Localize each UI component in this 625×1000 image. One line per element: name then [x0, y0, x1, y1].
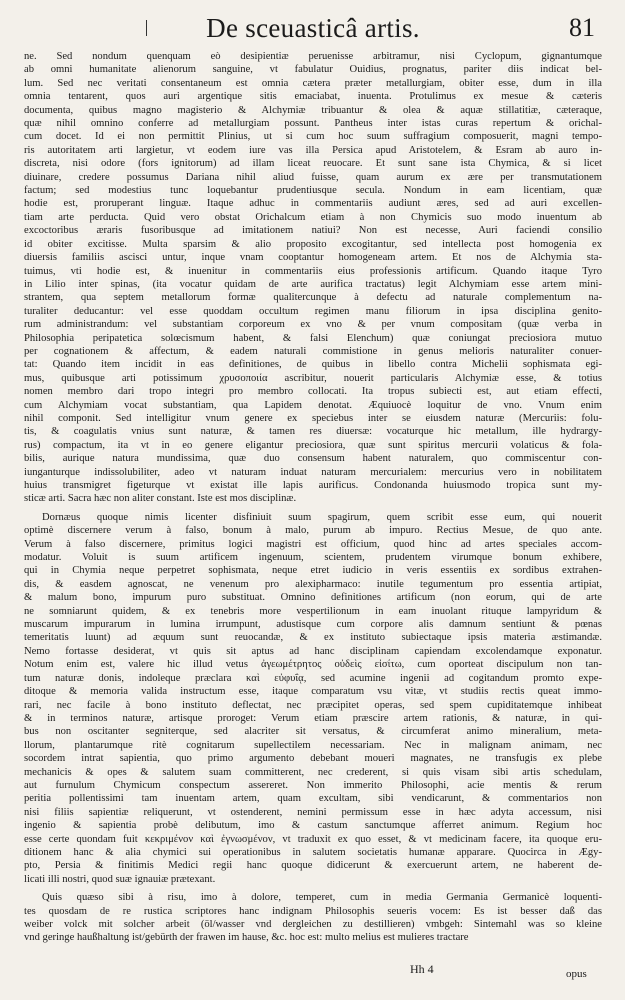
text-line: socordem intrat sapientia, quo primo argumento debebant moueri magnates, ne transfugis ex plebe [24, 753, 602, 765]
margin-mark [146, 20, 147, 36]
text-line: muscarum impurarum in lumina irrumpunt, adustisque cum corpore alis damnum sentiunt & pœnas [24, 619, 602, 631]
paragraph [24, 511, 602, 886]
text-line: Philosophia peripatetica solœcismum habent, & falsi Elenchum) quæ coniungat preciosiora mutuo [24, 332, 602, 344]
text-line: diuinare, credere possumus Dariana nihil aliud fuisse, quam aurum ex ære per transmutationem [24, 171, 602, 183]
text-line: weiber volck mit solcher arbeit (öl/wasser vnd dergleichen zu destillieren) vmbgeh: Sintemahl was so kleine [24, 919, 602, 930]
text-line: esse certe quondam fuit κεκριμένον καὶ ἐγνωσμένον, vt traduxit ex quo esset, & vt medicinam facere, ita quoque eru- [24, 833, 602, 845]
text-line: diuersis familiis ascisci untur, inque vnam cooptantur homogeneam artem. Et nos de Alchymia sta- [24, 252, 602, 264]
text-line: Dornæus quoque nimis licenter disfiniuit suum spagirum, quem scribit esse eum, qui nouerit [42, 511, 602, 523]
text-line: mus, quibusque arti potissimum χρυσοποιία ascribitur, nouerit particularis Alchymiæ esse, & totius [24, 372, 602, 384]
text-line: nihil componit. Sed intelligitur vnum genere ex speciebus inter se eiusdem naturæ (Mercuriis: folu- [24, 412, 602, 424]
text-line: ris autoritatem arti largietur, vt eodem iure vas illa Persica apud Aristotelem, & Esram ab auro in- [24, 144, 602, 156]
catchword: opus [566, 968, 587, 980]
text-line: rari, nec facile à bono instituto deflectat, nec præcipitet operas, sed spem cupiditatemque inhibeat [24, 699, 602, 711]
text-line: excoctoribus æraris fusoribusque ad imitationem natiui? Non est necesse, Auri faciendi consilio [24, 225, 602, 237]
text-line: ab omni humanitate alienorum sanguine, vt fabulatur Ouidius, prognatus, pariter diis indicat bel- [24, 64, 602, 76]
text-line: modatur. Voluit is suum artificem ingenuum, scientem, prudentem virumque bonum exhibere, [24, 552, 602, 564]
text-line: turaliter deducantur: vel esse quoddam occultum regimen manu filiorum in ipsa disciplina genito- [24, 305, 602, 317]
text-line: factum; sed modestius tunc loquebantur prudentiusque secula. Nondum in eam licentiam, quæ [24, 185, 602, 197]
text-line: tes quosdam de re rustica scriptores hanc indignam Philosophis seueris vocem: Es ist besser daß das [24, 905, 602, 917]
body-text [24, 50, 602, 945]
page-footer [0, 960, 625, 990]
text-line: iunganturque indissolubiliter, adeo vt naturam induat naturam mercurialem: mercurius vero in nobilitatem [24, 466, 602, 478]
text-line: omnia tentarent, quos auri argentique sitis emaciabat, inuenta. Protulimus ex mesue & cæteris [24, 91, 602, 103]
text-line: tuimus, vti hodie est, & inuenitur in commentariis eius professionis artificum. Quando itaque Tyro [24, 265, 602, 277]
running-head: De sceuasticâ artis. [206, 13, 420, 43]
text-line: qui in Chymia neque perpetret sophismata, neque etret iudicio in veris essentiis ex sordibus extrahen- [24, 565, 602, 577]
text-line: & malum bono, impurum puro substituat. Omnino definitiones artificum (non eorum, qui de arte [24, 592, 602, 604]
text-line: hodie est, proruperant linguæ. Itaque adhuc in commentariis audiunt æres, sed ad auri excellen- [24, 198, 602, 210]
page-number: 81 [569, 13, 595, 42]
text-line: llorum, plantarumque ritè cognitarum supellectilem necessariam. Nec in malignam animam, nec [24, 739, 602, 751]
text-line: id obiter excitisse. Multa sparsim & alio proposito excogitantur, sed intellecta post homogenia ex [24, 238, 602, 250]
text-line: tiam arte perducta. Quid vero obstat Orichalcum etiam à non Chymicis suo modo inuentum ab [24, 211, 602, 223]
text-line: ditoque & memoria valida instructum esse, itaque comparatum vsu vitæ, vt studiis rectis queat immo- [24, 686, 602, 698]
text-line: in Lilio inter spinas, (ita vocatur quidam de arte aurifica tractatus) legit Alchymiam esse artem mini- [24, 278, 602, 290]
text-line: ditionem hanc & alia chymici sui operationibus in salutem societatis humanæ apparare. Quocirca in Ægy- [24, 846, 602, 858]
text-line: Quis quæso sibi à risu, imo à dolore, temperet, cum in media Germania Germanicè loquenti- [42, 892, 602, 904]
text-line: optimè discernere verum à falso, bonum à malo, purum ab impuro. Rectius Mesue, de quo ante. [24, 525, 602, 537]
paragraph [24, 891, 602, 945]
text-line: sticæ arti. Sacra hæc non aliter constant. Iste est mos disciplinæ. [24, 493, 297, 505]
text-line: & in terminos naturæ, artisque proroget: Verum etiam præscire artem rationis, & naturæ, in qui- [24, 712, 602, 724]
text-line: mechanicis & opes & salutem suam committerent, nec crederent, si quis visam sibi artis schedulam, [24, 766, 602, 778]
text-line: strantem, qua septem metallorum formæ qualitercunque à defectu ad naturale complementum na- [24, 292, 602, 304]
text-line: aut furnulum Chymicum conspectum assereret. Non immerito Philosophi, acie mentis & rerum [24, 779, 602, 791]
text-line: vnd geringe haußhaltung ist/gebürth der frawen im hause, &c. hoc est: multo melius est mulieres tractare [24, 932, 469, 944]
text-line: quæ nihil omnino conferre ad metallurgiam possunt. Pantheus inter istas curas repertum & orichal- [24, 118, 602, 130]
text-line: pto, Persia & finitimis Medici regii hanc quoque didicerunt & exercuerunt artem, ne haberent de- [24, 860, 602, 872]
signature-mark: Hh 4 [410, 962, 434, 976]
text-line: tis, & coagulatis vnius sunt naturæ, & tamen res diuersæ: vocaturque hic metallum, ille hydrargy- [24, 426, 602, 438]
text-line: ne somniarunt quidem, & ex tenebris more vespertilionum in eam inuolant rituque lampyridum & [24, 605, 602, 617]
text-line: lum. Sed nec veritati consentaneum est omnia cætera præter metallurgiam, obiter esse, dum in illa [24, 77, 602, 89]
text-line: peritia pollentissimi tam inuentam artem, quam excultam, sibi vendicarunt, & commentarios non [24, 793, 602, 805]
text-line: nomen membro dari tropo integri pro membro collocati. Ita tropus subiecti est, aut etiam effecti, [24, 386, 602, 398]
text-line: Verum à falso discernere, primitus logici magistri est officium, quod hinc ad artes speciales accom- [24, 538, 602, 550]
text-line: temeritatis luunt) ad æquum sunt reuocandæ, & ex instituto subiectaque ipsis materia æstimandæ. [24, 632, 602, 644]
text-line: bilis, aurique natura mundissima, quæ duo consensum habent naturalem, quo commiscentur con- [24, 453, 602, 465]
text-line: documenta, quibus magno magisterio & Alchymiæ tribuantur & olea & aquæ stillatitiæ, cæteraque, [24, 104, 602, 116]
paragraph [24, 50, 602, 506]
text-line: ingenio & sapientia probè delibutum, imo & castum sanctumque afferret animum. Regium hoc [24, 820, 602, 832]
text-line: tat: Quando item incidit in eas definitiones, de quibus in libello contra Michelii sophismata egi- [24, 359, 602, 371]
text-line: licati illi nostri, quod suæ ignauiæ prætexant. [24, 873, 216, 885]
text-line: huius transmigret figeturque vt existat ille lapis aurificus. Condonanda huiusmodo tropica sunt my- [24, 480, 602, 491]
text-line: ne. Sed nondum quenquam eò desipientiæ peruenisse arbitramur, nisi Cyclopum, gignantumque [24, 51, 602, 62]
text-line: rus) compactum, ita vt in eo genere eligantur preciosiora, quæ sunt spiritus mercurii volaticus & fola- [24, 439, 602, 451]
text-line: dis, & easdem agnoscat, ne venenum pro alexipharmaco: inutile tegumentum pro essentia artipiat, [24, 578, 602, 590]
text-line: Nemo fortasse desiderat, vt quis sit aptus ad hanc disciplinam capiendam excolendamque exponatur. [24, 645, 602, 657]
text-line: nisi filiis sapientiæ reliquerunt, vt ostenderent, nemini permissum esse in hæc adyta accessum, nisi [24, 806, 602, 818]
text-line: bus non oscitanter segniterque, sed alacriter sit versatus, & circumferat animo mineralium, meta- [24, 726, 602, 738]
text-line: tum naturæ donis, indoleque præclara καὶ εὐφυΐᾳ, sed acumine ingenii ad cogitandum promto expe- [24, 672, 602, 684]
text-line: cum Alchymiam vocat substantiam, qua Lapidem denotat. Æquiuocè loquitur de vno. Vnum enim [24, 399, 602, 411]
text-line: discreta, nisi odore (fors ignitorum) ad illam liceat reuocare. Et sunt sane ista Chymica, & si licet [24, 158, 602, 170]
text-line: cum docet. Id ei non permittit Plinius, ut si cum hoc suum suffragium composuerit, magni tempo- [24, 131, 602, 143]
text-line: per cognationem & affectum, & eadem naturali commistione in genus melioris naturaliter conuer- [24, 345, 602, 357]
page-header [0, 12, 625, 46]
text-line: Notum enim est, valere hic illud vetus ἀγεωμέτρητος οὐδεὶς εἰσίτω, cum oporteat discipulum non tan- [24, 659, 602, 671]
text-line: rum administrandum: vel substantiam corporeum ex vno & per vnum compositam (quæ verba in [24, 319, 602, 331]
